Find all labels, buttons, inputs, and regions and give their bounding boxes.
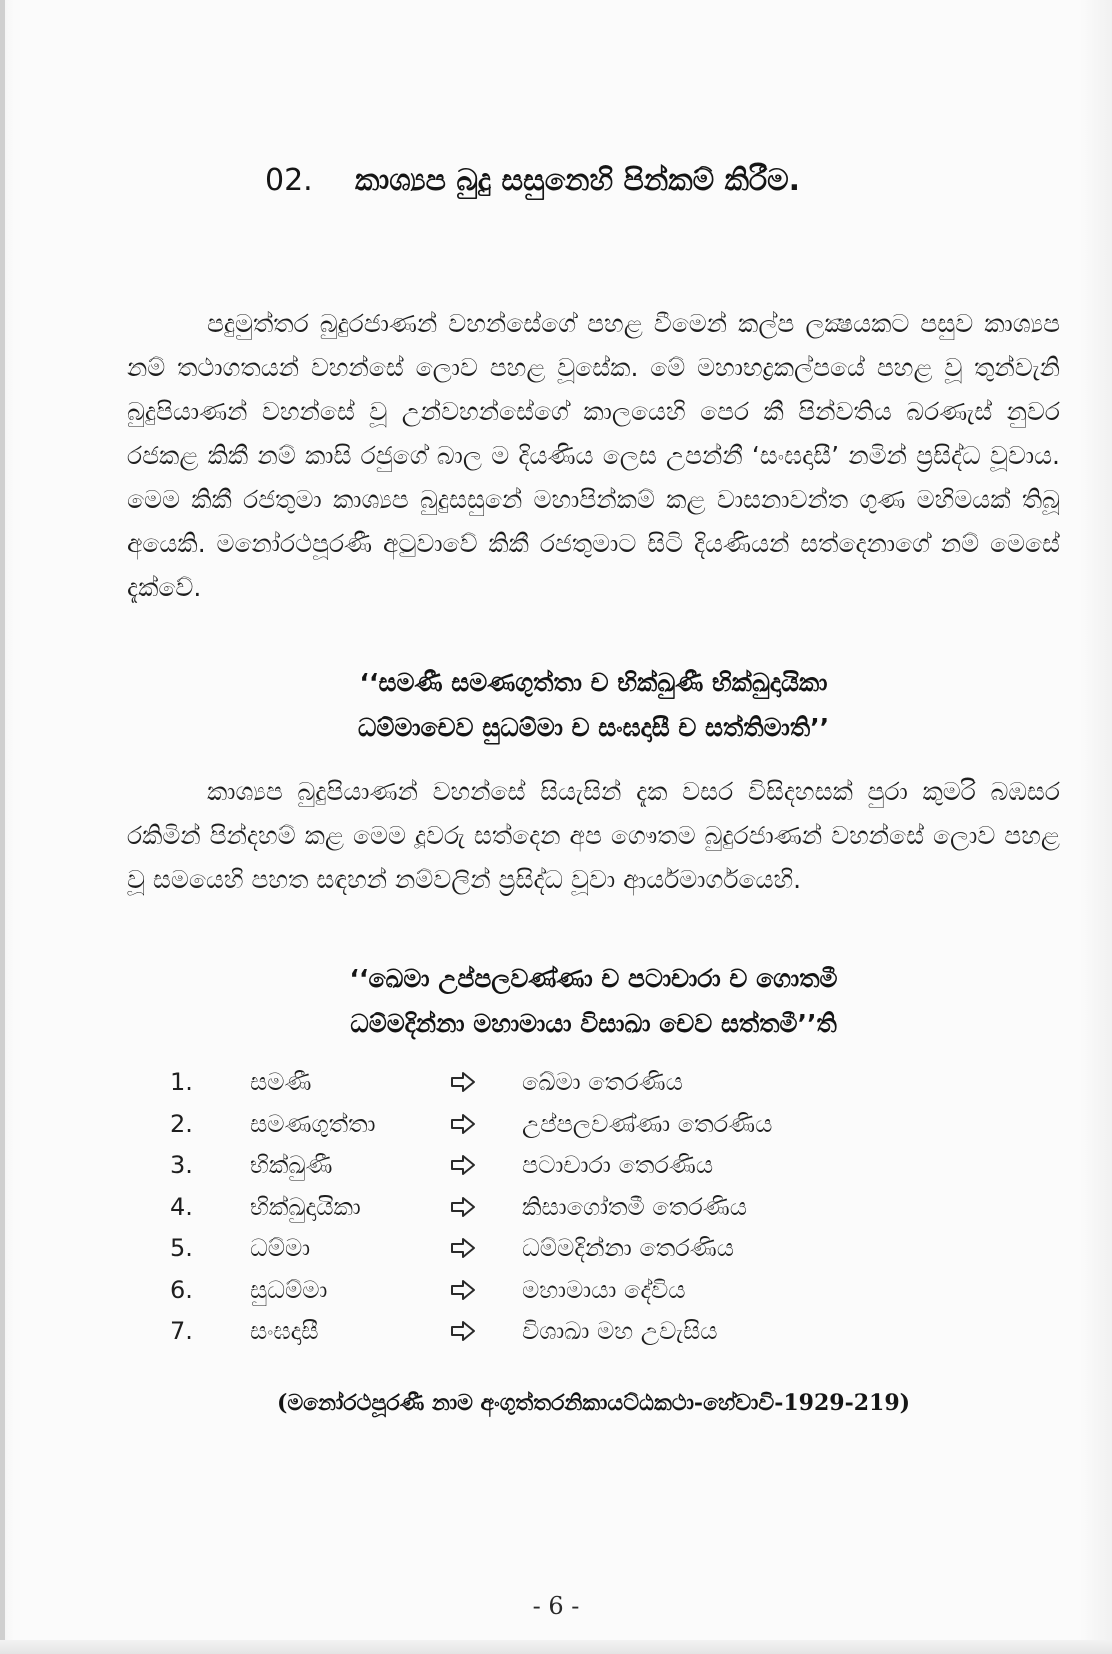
chapter-title: කාශ්‍යප බුදු සසුනෙහි පින්කම් කිරීම. — [355, 162, 801, 198]
source-citation: (මනෝරථපූරණී නාම අංගුත්තරනිකායට්ඨකථා-හේවාවි-1929-219) — [276, 1390, 911, 1416]
list-item-number: 6. — [170, 1275, 193, 1304]
list-item-number: 5. — [170, 1234, 193, 1262]
list-item-later-name: ධම්මදින්නා තෙරණිය — [522, 1234, 734, 1262]
list-item — [170, 1311, 930, 1353]
right-arrow-icon — [450, 1228, 486, 1270]
paragraph-2 — [127, 770, 1060, 902]
paragraph-2-text: කාශ්‍යප බුදුපියාණන් වහන්සේ සියැසින් දැක වසර විසිදහසක් පුරා කුමරි බඹසර රකිමින් පින්දහම් කළ මෙම දූවරු සත්දෙන අප ගෞතම බුදුරජාණන් වහන්සේ ලොව පහළ වූ සමයෙහි පහත සඳහන් නම්වලින් ප්‍රසිද්ධ වූවා ආර්යමාර්ගයෙහි. — [127, 777, 1060, 894]
list-item-number: 3. — [170, 1151, 193, 1179]
list-item-number: 4. — [170, 1192, 193, 1221]
right-arrow-icon — [450, 1104, 486, 1146]
list-item-number: 7. — [170, 1317, 193, 1345]
list-item — [170, 1228, 930, 1270]
right-arrow-icon — [450, 1311, 486, 1353]
list-item — [170, 1062, 930, 1104]
list-item-later-name: කිසාගෝතමී තෙරණිය — [522, 1192, 747, 1221]
pali-verse-2-line-1: ‘‘ඛෙමා උප්පලවණ්ණා ච පටාචාරා ච ගොතමී — [349, 964, 838, 993]
list-item-later-name: මහාමායා දේවිය — [522, 1275, 686, 1304]
pali-verse-1 — [127, 660, 1060, 750]
list-item-former-name: සංඝදාසී — [250, 1317, 319, 1345]
page-binding-edge — [0, 0, 5, 1654]
list-item-former-name: සුධම්මා — [250, 1275, 328, 1304]
daughters-name-list — [170, 1062, 930, 1353]
chapter-heading — [265, 150, 925, 210]
pali-verse-1-line-1: ‘‘සමණී සමණගුත්තා ච භික්ඛුණී භික්ඛුදායිකා — [359, 668, 828, 697]
list-item — [170, 1270, 930, 1312]
page-bottom-edge — [0, 1640, 1112, 1654]
page-number: - 6 - — [532, 1592, 580, 1620]
right-arrow-icon — [450, 1270, 486, 1312]
list-item-later-name: විශාඛා මහ උවැසිය — [522, 1317, 718, 1345]
list-item-number: 1. — [170, 1068, 193, 1096]
pali-verse-2-line-2: ධම්මදින්නා මහාමායා විසාඛා චෙව සත්තමී’’ති — [350, 1009, 837, 1038]
list-item — [170, 1145, 930, 1187]
pali-verse-1-line-2: ධම්මාචෙව සුධම්මා ච සංඝදාසී ච සත්තිමාති’’ — [357, 713, 830, 742]
list-item-former-name: සමණගුත්තා — [250, 1109, 376, 1138]
right-arrow-icon — [450, 1062, 486, 1104]
paragraph-1 — [127, 302, 1060, 610]
list-item — [170, 1104, 930, 1146]
chapter-number: 02. — [265, 162, 313, 198]
list-item-former-name: භික්ඛුණී — [250, 1151, 333, 1179]
paragraph-1-text: පදුමුත්තර බුදුරජාණන් වහන්සේගේ පහළ වීමෙන් කල්ප ලක්‍ෂයකට පසුව කාශ්‍යප නම් තථාගතයන් වහන්සේ ලොව පහළ වූසේක. මේ මහාභද්‍රකල්පයේ පහළ වූ තුන්වැනි බුදුපියාණන් වහන්සේ වූ උන්වහන්සේගේ කාලයෙහි පෙර කී පින්වතිය බරණැස් නුවර රජකළ කිකී නම් කාසි රජුගේ බාල ම දියණිය ලෙස උපන්නී ‘සංඝදාසී’ නමින් ප්‍රසිද්ධ වූවාය. මෙම කිකී රජතුමා කාශ්‍යප බුදුසසුනේ මහාපින්කම් කළ වාසනාවන්ත ගුණ මහිමයක් තිබූ අයෙකි. මනෝරථපූරණී අටුවාවේ කිකී රජතුමාට සිටි දියණියන් සත්දෙනාගේ නම් මෙසේ දැක්වේ. — [127, 309, 1060, 602]
list-item-former-name: භික්ඛුදායිකා — [250, 1192, 361, 1221]
list-item-later-name: ඛේමා තෙරණිය — [522, 1068, 683, 1096]
list-item — [170, 1187, 930, 1229]
right-arrow-icon — [450, 1145, 486, 1187]
list-item-former-name: සමණී — [250, 1068, 312, 1096]
list-item-later-name: පටාචාරා තෙරණිය — [522, 1151, 714, 1179]
list-item-number: 2. — [170, 1109, 193, 1138]
pali-verse-2 — [127, 956, 1060, 1046]
right-arrow-icon — [450, 1187, 486, 1229]
list-item-later-name: උප්පලවණ්ණා තෙරණිය — [522, 1109, 773, 1138]
list-item-former-name: ධම්මා — [250, 1234, 311, 1262]
